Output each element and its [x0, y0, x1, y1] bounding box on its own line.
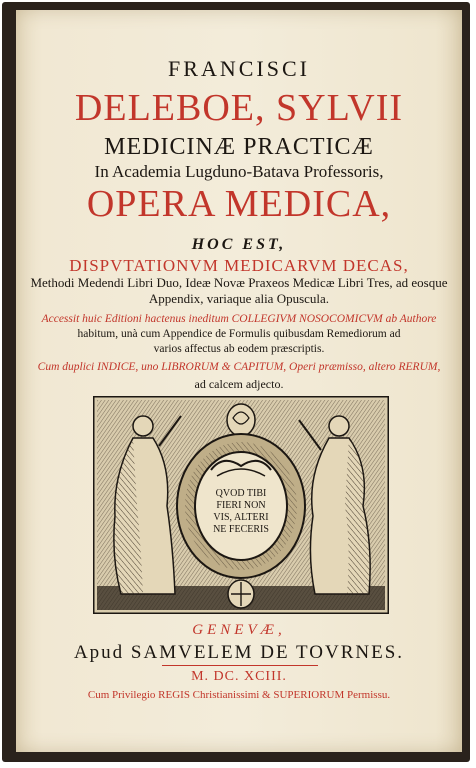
imprint-year: M. DC. XCIII. — [191, 669, 287, 684]
printers-device-engraving — [93, 396, 389, 614]
top-medallion — [227, 404, 255, 436]
note-line-3: varios affectus ab eodem præscriptis. — [153, 343, 325, 355]
author-discipline: MEDICINÆ PRACTICÆ — [104, 134, 374, 160]
contents-line-1: Methodi Medendi Libri Duo, Ideæ Novæ Praxeos Medicæ Libri Tres, ad eosque — [30, 275, 448, 290]
work-title: OPERA MEDICA, — [86, 183, 392, 225]
book-cover — [2, 2, 470, 762]
imprint-rule — [162, 665, 318, 666]
imprint-privilege: Cum Privilegio REGIS Christianissimi & SUPERIORUM Permissu. — [87, 689, 391, 701]
author-surname: DELEBOE, SYLVII — [74, 87, 404, 129]
motto-line-2: FIERI NON — [216, 500, 266, 511]
contents-line-2: Appendix, variaque alia Opuscula. — [148, 291, 330, 306]
index-note: Cum duplici INDICE, uno LIBRORUM & CAPITUM, Operi præmisso, altero RERUM, — [37, 361, 441, 373]
title-page — [16, 10, 462, 752]
hoc-est: HOC EST, — [191, 236, 287, 253]
note-line-2: habitum, unà cum Appendice de Formulis quibusdam Remediorum ad — [77, 328, 401, 340]
author-first-name: FRANCISCI — [168, 56, 310, 81]
imprint-city: GENEVÆ, — [192, 622, 286, 638]
index-note-end: ad calcem adjecto. — [194, 377, 284, 391]
motto-line-4: NE FECERIS — [213, 524, 269, 535]
motto-line-1: QVOD TIBI — [215, 488, 267, 499]
contents-heading: DISPVTATIONVM MEDICARVM DECAS, — [69, 256, 409, 275]
motto-line-3: VIS, ALTERI — [213, 512, 269, 523]
author-position: In Academia Lugduno-Batava Professoris, — [94, 162, 384, 181]
imprint-publisher: Apud SAMVELEM DE TOVRNES. — [73, 642, 405, 663]
note-line-1: Accessit huic Editioni hactenus ineditum COLLEGIVM NOSOCOMICVM ab Authore — [41, 313, 437, 325]
